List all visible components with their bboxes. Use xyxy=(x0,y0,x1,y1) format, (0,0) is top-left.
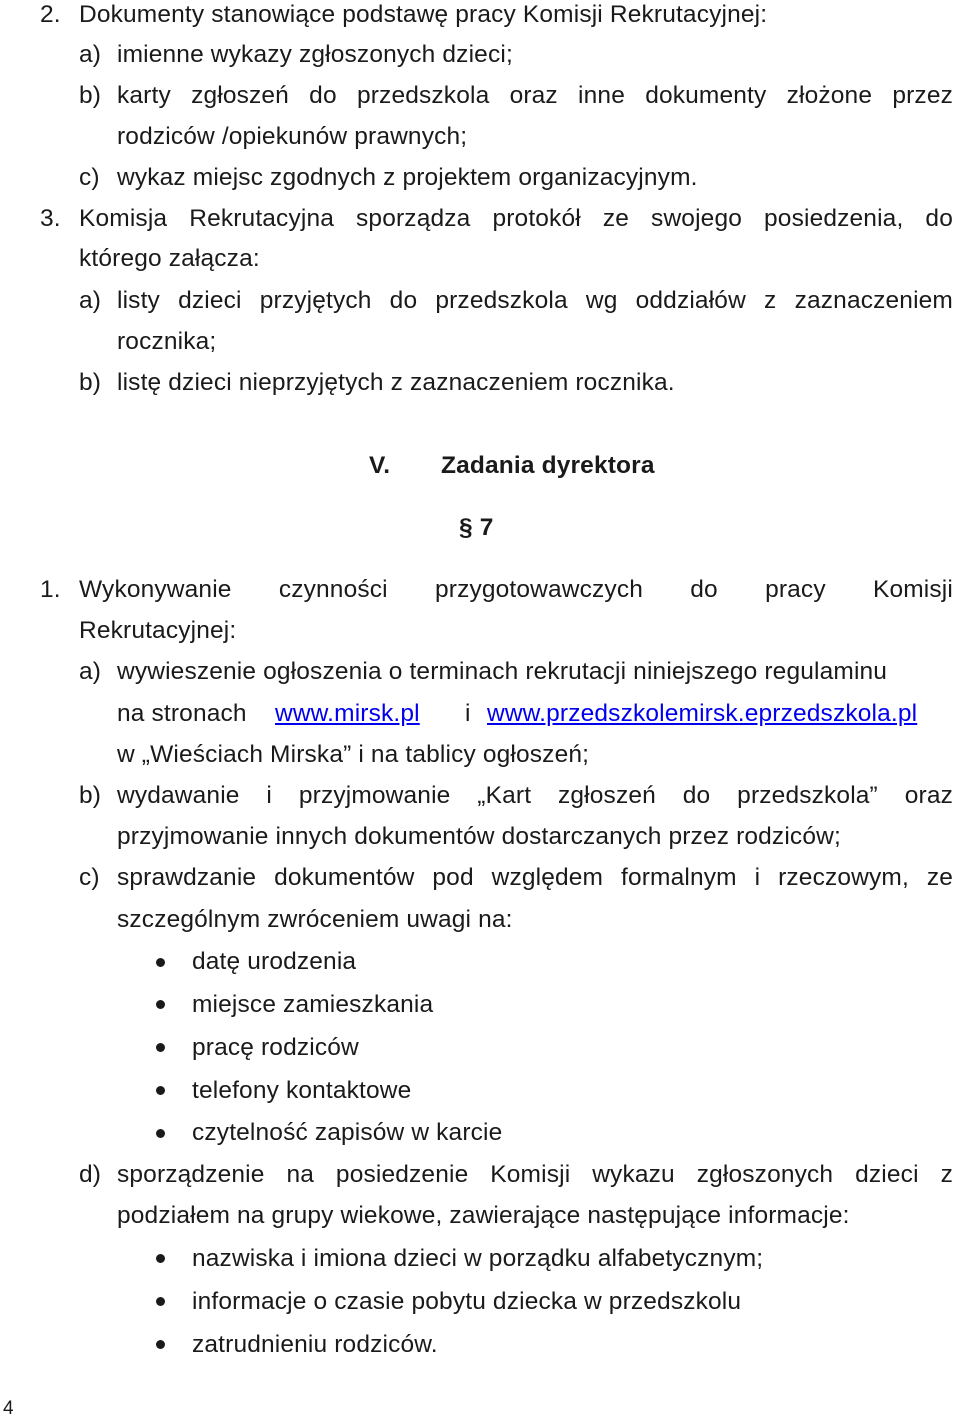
section-heading: Dokumenty stanowiące podstawę pracy Komisji Rekrutacyjnej: xyxy=(79,1,768,28)
bullet-item: pracę rodziców xyxy=(192,1034,359,1061)
section-heading-continuation: Rekrutacyjnej: xyxy=(79,617,237,644)
list-item-continuation: w „Wieściach Mirska” i na tablicy ogłoszeń; xyxy=(117,741,590,768)
bullet-icon xyxy=(156,1129,165,1138)
bullet-icon xyxy=(156,958,165,967)
link-przedszkole[interactable]: www.przedszkolemirsk.eprzedszkola.pl xyxy=(487,700,918,727)
list-item: karty zgłoszeń do przedszkola oraz inne dokumenty złożone przez xyxy=(117,82,953,109)
page-number: 4 xyxy=(3,1398,14,1419)
list-item-continuation: szczególnym zwróceniem uwagi na: xyxy=(117,906,513,933)
list-label: a) xyxy=(79,287,102,314)
chapter-title: Zadania dyrektora xyxy=(441,452,655,479)
item-number: 2. xyxy=(40,1,61,28)
link-mirsk[interactable]: www.mirsk.pl xyxy=(275,700,420,727)
list-label: a) xyxy=(79,41,102,68)
list-item: imienne wykazy zgłoszonych dzieci; xyxy=(117,41,513,68)
bullet-icon xyxy=(156,1000,165,1009)
list-item: wywieszenie ogłoszenia o terminach rekrutacji niniejszego regulaminu xyxy=(117,658,888,685)
list-label: c) xyxy=(79,164,100,191)
list-item-continuation: rodziców /opiekunów prawnych; xyxy=(117,123,468,150)
section-heading-continuation: którego załącza: xyxy=(79,245,260,272)
bullet-icon xyxy=(156,1254,165,1263)
bullet-item: informacje o czasie pobytu dziecka w przedszkolu xyxy=(192,1288,742,1315)
section-heading: Komisja Rekrutacyjna sporządza protokół ze swojego posiedzenia, do xyxy=(79,205,953,232)
bullet-icon xyxy=(156,1086,165,1095)
chapter-number: V. xyxy=(369,452,391,479)
bullet-item: telefony kontaktowe xyxy=(192,1077,412,1104)
item-number: 3. xyxy=(40,205,61,232)
bullet-item: nazwiska i imiona dzieci w porządku alfabetycznym; xyxy=(192,1245,764,1272)
paragraph-sign: § 7 xyxy=(459,514,494,541)
list-label: a) xyxy=(79,658,102,685)
list-item: sprawdzanie dokumentów pod względem formalnym i rzeczowym, ze xyxy=(117,864,953,891)
list-label: b) xyxy=(79,369,102,396)
list-item: listy dzieci przyjętych do przedszkola wg oddziałów z zaznaczeniem xyxy=(117,287,953,314)
list-item-continuation: na stronach xyxy=(117,700,247,727)
bullet-icon xyxy=(156,1043,165,1052)
list-label: c) xyxy=(79,864,100,891)
list-item: wykaz miejsc zgodnych z projektem organizacyjnym. xyxy=(117,164,698,191)
bullet-item: czytelność zapisów w karcie xyxy=(192,1119,503,1146)
list-item-continuation: podziałem na grupy wiekowe, zawierające następujące informacje: xyxy=(117,1202,850,1229)
list-label: b) xyxy=(79,82,102,109)
conjunction: i xyxy=(465,700,471,727)
section-heading: Wykonywanie czynności przygotowawczych do pracy Komisji xyxy=(79,576,953,603)
list-label: b) xyxy=(79,782,102,809)
bullet-item: miejsce zamieszkania xyxy=(192,991,434,1018)
bullet-item: datę urodzenia xyxy=(192,948,357,975)
list-item: wydawanie i przyjmowanie „Kart zgłoszeń do przedszkola” oraz xyxy=(117,782,953,809)
list-item-continuation: rocznika; xyxy=(117,328,217,355)
item-number: 1. xyxy=(40,576,61,603)
bullet-item: zatrudnieniu rodziców. xyxy=(192,1331,438,1358)
list-item-continuation: przyjmowanie innych dokumentów dostarczanych przez rodziców; xyxy=(117,823,841,850)
list-label: d) xyxy=(79,1161,102,1188)
bullet-icon xyxy=(156,1297,165,1306)
list-item: sporządzenie na posiedzenie Komisji wykazu zgłoszonych dzieci z xyxy=(117,1161,953,1188)
bullet-icon xyxy=(156,1340,165,1349)
list-item: listę dzieci nieprzyjętych z zaznaczeniem rocznika. xyxy=(117,369,675,396)
